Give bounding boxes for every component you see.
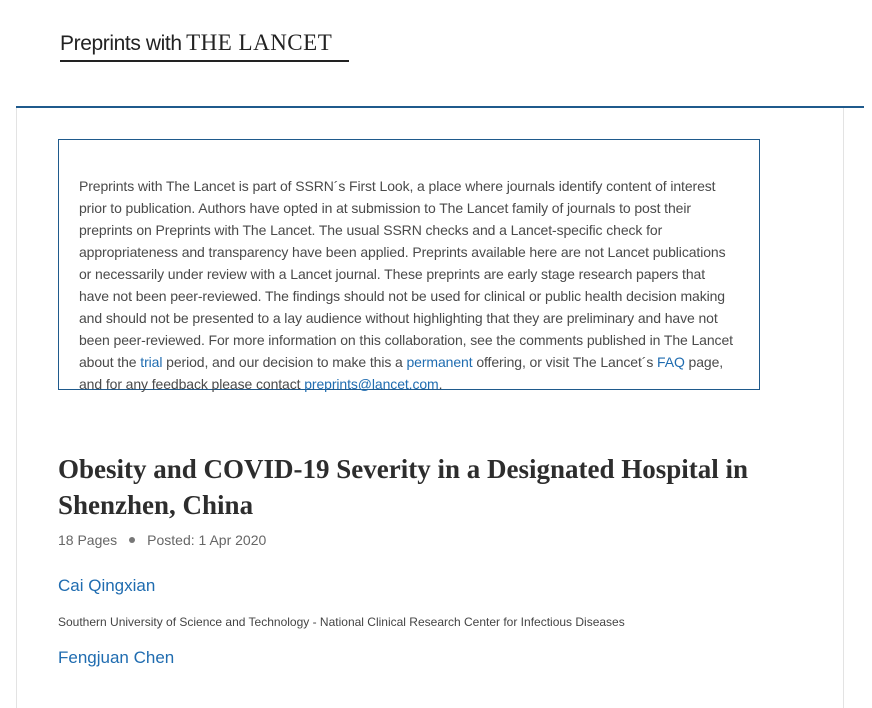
email-link[interactable]: preprints@lancet.com (304, 376, 439, 392)
notice-text-2: period, and our decision to make this a (162, 354, 407, 370)
paper-meta (58, 532, 266, 548)
trial-link[interactable]: trial (140, 354, 163, 370)
posted-date: Posted: 1 Apr 2020 (147, 532, 267, 548)
logo-prefix: Preprints with (60, 32, 182, 55)
lancet-preprints-logo[interactable] (60, 30, 349, 62)
paper-title: Obesity and COVID-19 Severity in a Designated Hospital in Shenzhen, China (58, 454, 749, 520)
site-header (0, 0, 872, 110)
separator-dot (129, 537, 135, 543)
preprint-notice-box (58, 139, 760, 390)
faq-link[interactable]: FAQ (657, 354, 685, 370)
author-link-1[interactable]: Cai Qingxian (58, 576, 156, 595)
notice-text-4: page, and for any feedback please contact (79, 354, 724, 392)
notice-text-1: Preprints with The Lancet is part of SSRN´s First Look, a place where journals identify content of interest prior to publication. Authors have opted in at submission to The Lancet family of journals to post their preprints on Preprints with The Lancet. The usual SSRN checks and a Lancet-specific check for appropriateness and transparency have been applied. Preprints available here are not Lancet publications or necessarily under review with a Lancet journal. These preprints are early stage research papers that have not been peer-reviewed. The findings should not be used for clinical or public health decision making and should not be presented to a lay audience without highlighting that they are preliminary and have not been peer-reviewed. For more information on this collaboration, see the comments published in The Lancet about the (79, 178, 733, 370)
main-content (16, 108, 844, 708)
logo-name: THE LANCET (186, 30, 333, 55)
permanent-link[interactable]: permanent (406, 354, 473, 370)
author-affiliation-1: Southern University of Science and Technology - National Clinical Research Center for Infectious Diseases (58, 615, 625, 629)
notice-text-3: offering, or visit The Lancet´s (472, 354, 658, 370)
notice-text-5: . (438, 376, 443, 392)
page-count: 18 Pages (58, 532, 118, 548)
author-link-2[interactable]: Fengjuan Chen (58, 648, 175, 667)
